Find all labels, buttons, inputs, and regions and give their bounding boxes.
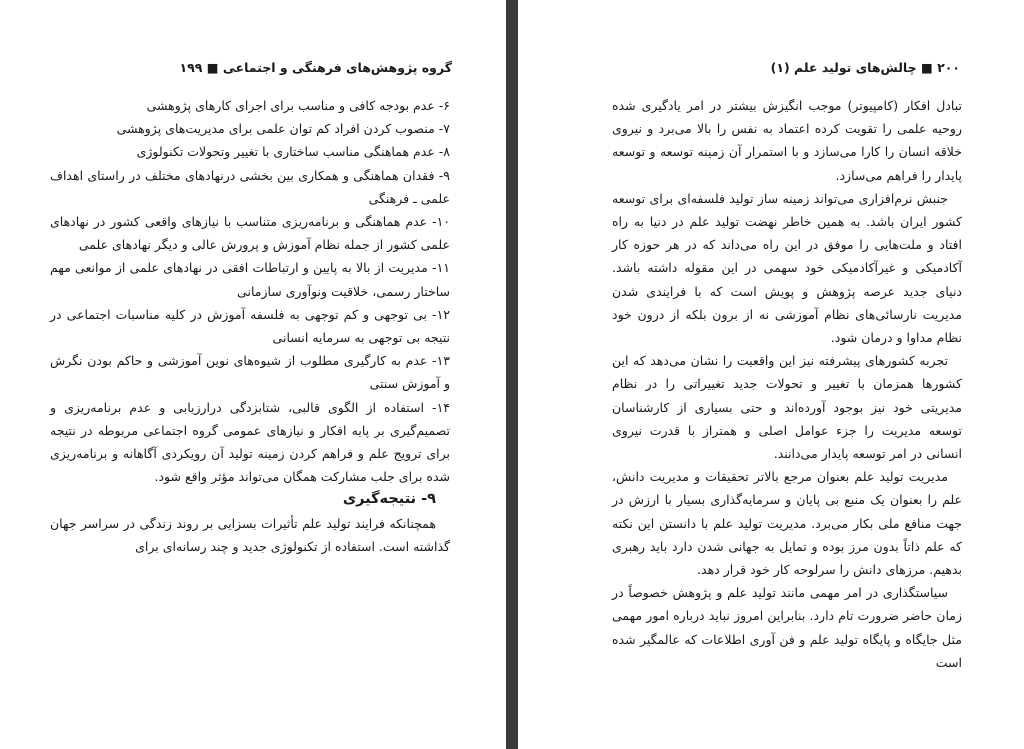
page-header: گروه پژوهش‌های فرهنگی و اجتماعی ■ ۱۹۹	[179, 60, 452, 75]
conclusion-paragraph: همچنانکه فرایند تولید علم تأثیرات بسزایی بر روند زندگی در سراسر جهان گذاشته است. استفاده از تکنولوژی جدید و چند رسانه‌ای برای	[50, 515, 450, 554]
right-page	[518, 0, 1024, 749]
list-item: ۱۰- عدم هماهنگی و برنامه‌ریزی متناسب با نیازهای واقعی کشور در نهادهای علمی کشور از جمله نظام آموزش و پرورش عالی و دیگر نهادهای علمی	[50, 214, 450, 253]
page-body	[612, 94, 962, 674]
body-paragraph: مدیریت تولید علم بعنوان مرجع بالاتر تحقیقات و مدیریت دانش، علم را بعنوان یک منبع بی پایان و سرمایه‌گذاری بسیار با ارزش در جهت منافع ملی بکار می‌برد. مدیریت تولید علم با دانستن این نکته که علم ذاتاً بدون مرز بوده و تمایل به جهانی شدن دارد باید رهبری بدهیم. مرزهای دانش را سرلوحه کار خود قرار دهد.	[612, 469, 962, 578]
list-item: ۶- عدم بودجه کافی و مناسب برای اجرای کارهای پژوهشی	[146, 98, 450, 113]
left-page	[0, 0, 506, 749]
book-gutter	[506, 0, 518, 749]
body-paragraph: سیاستگذاری در امر مهمی مانند تولید علم و پژوهش خصوصاً در زمان حاضر ضرورت تام دارد. بنابراین امروز نباید درباره امور مهمی مثل جایگاه و پایگاه تولید علم و فن آوری اطلاعات که عالمگیر شده است	[612, 585, 962, 670]
list-item: ۱۲- بی توجهی و کم توجهی به فلسفه آموزش در کلیه مناسبات اجتماعی در نتیجه بی توجهی به سرمایه انسانی	[50, 306, 450, 346]
list-item: ۸- عدم هماهنگی مناسب ساختاری با تغییر وتحولات تکنولوژی	[136, 144, 450, 160]
list-item: ۷- منصوب کردن افراد کم توان علمی برای مدیریت‌های پژوهشی	[116, 121, 450, 137]
page-header: ۲۰۰ ■ چالش‌های تولید علم (۱)	[770, 60, 960, 75]
body-paragraph: تجربه کشورهای پیشرفته نیز این واقعیت را نشان می‌دهد که این کشورها همزمان با تغییر و تحولات جدید تغییراتی را در نظام مدیریتی خود نیز بوجود آورده‌اند و حتی بسیاری از کارشناسان توسعه مدیریت را جزء عوامل اصلی و همتراز با قدرت نیروی انسانی در امر توسعه پایدار می‌دانند.	[612, 353, 962, 462]
body-paragraph: جنبش نرم‌افزاری می‌تواند زمینه ساز تولید فلسفه‌ای برای توسعه کشور ایران باشد. به همین خاطر نهضت تولید علم در دنیا به راه افتاد و ملت‌هایی را موفق در این راه می‌داند که در هر حوزه کار آکادمیکی و غیرآکادمیکی خود سهمی در این مقوله داشته باشد. دنیای جدید عرصه پژوهش و پویش است که با فرایندی شدن مدیریت نارسائی‌های نظام آموزشی نه از برون بلکه از درون خود نظام مداوا و درمان شود.	[612, 190, 962, 346]
list-item: ۱۱- مدیریت از بالا به پایین و ارتباطات افقی در نهادهای علمی از موانعی مهم ساختار رسمی، خلاقیت ونوآوری سازمانی	[50, 260, 450, 299]
list-item: ۱۳- عدم به کارگیری مطلوب از شیوه‌های نوین آموزشی و حاکم بودن نگرش و آموزش سنتی	[50, 353, 450, 392]
list-item: ۹- فقدان هماهنگی و همکاری بین بخشی درنهادهای مختلف در راستای اهداف علمی ـ فرهنگی	[50, 167, 450, 206]
page-body	[50, 94, 450, 558]
body-paragraph: تبادل افکار (کامپیوتر) موجب انگیزش بیشتر در امر یادگیری شده روحیه علمی را تقویت کرده اعتماد به نفس را بالا می‌برد و نیروی خلاقه انسان را کارا می‌سازد و با استمرار آن زمینه توسعه و توسعه پایدار را فراهم می‌سازد.	[612, 98, 962, 183]
list-item: ۱۴- استفاده از الگوی قالبی، شتابزدگی درارزیابی و عدم برنامه‌ریزی و تصمیم‌گیری بر پایه افکار و نیازهای عمومی گروه اجتماعی مربوطه در نتیجه برای ترویج علم و فراهم کردن زمینه تولید آن رویکردی آگاهانه و برنامه‌ریزی شده برای جلب مشارکت همگان می‌تواند مؤثر واقع شود.	[50, 399, 450, 485]
section-heading: ۹- نتیجه‌گیری	[342, 491, 436, 508]
